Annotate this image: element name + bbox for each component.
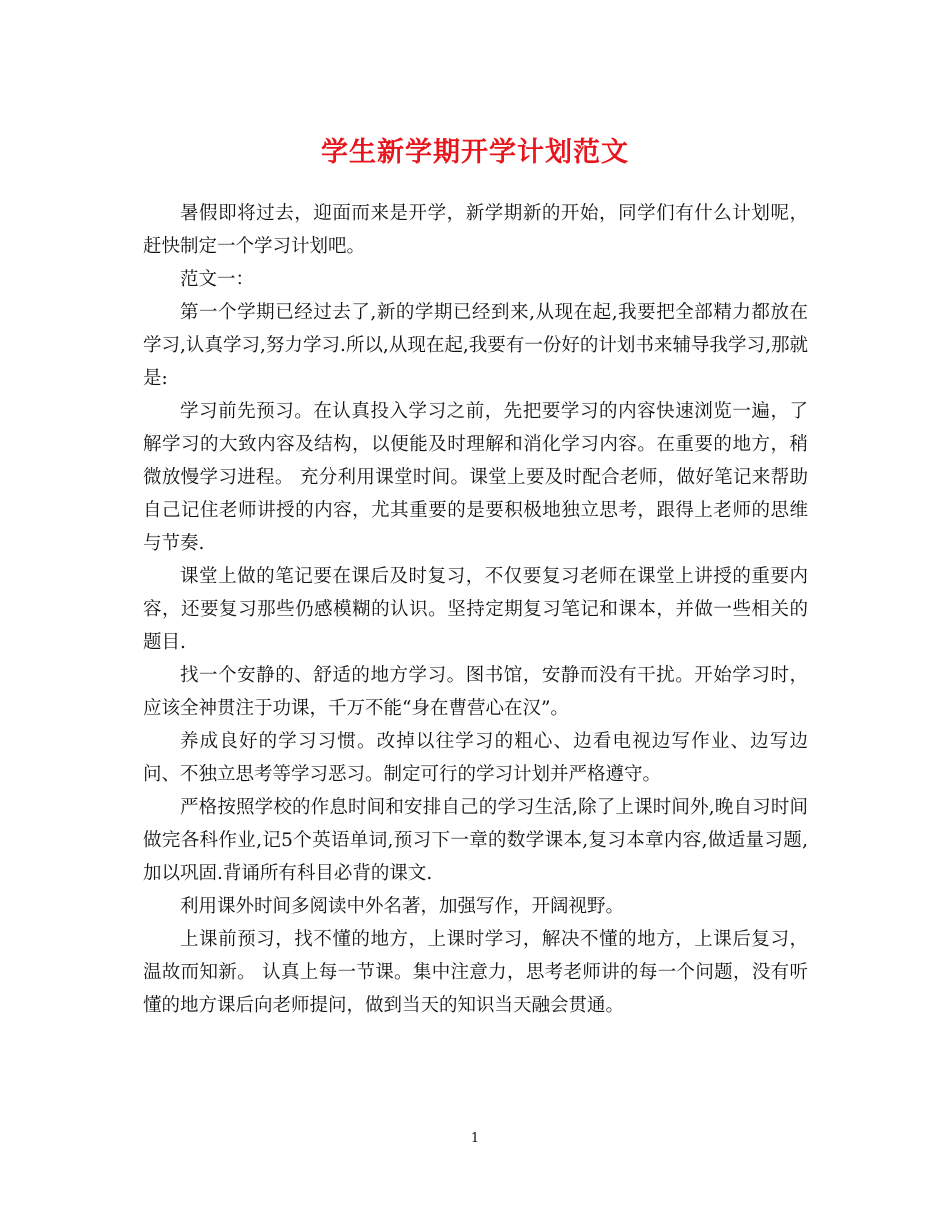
paragraph-7: 利用课外时间多阅读中外名著，加强写作，开阔视野。	[180, 896, 625, 917]
page-number: 1	[470, 1131, 480, 1146]
paragraph-8: 上课前预习，找不懂的地方，上课时学习，解决不懂的地方，上课后复习，温故而知新。 认真上每一节课。集中注意力，思考老师讲的每一个问题，没有听懂的地方课后向老师提问，做到当天的知识当天融会贯通。	[143, 929, 808, 1016]
paragraph-1: 第一个学期已经过去了,新的学期已经到来,从现在起,我要把全部精力都放在学习,认真学习,努力学习.所以,从现在起,我要有一份好的计划书来辅导我学习,那就是:	[143, 302, 808, 389]
paragraph-intro: 暑假即将过去，迎面而来是开学，新学期新的开始，同学们有什么计划呢，赶快制定一个学习计划吧。	[143, 203, 808, 257]
paragraph-2: 学习前先预习。在认真投入学习之前，先把要学习的内容快速浏览一遍，了解学习的大致内容及结构，以便能及时理解和消化学习内容。在重要的地方，稍微放慢学习进程。 充分利用课堂时间。课堂上要及时配合老师，做好笔记来帮助自己记住老师讲授的内容，尤其重要的是要积极地独立思考，跟得上老师的思维与节奏.	[143, 401, 808, 554]
paragraph-6: 严格按照学校的作息时间和安排自己的学习生活,除了上课时间外,晚自习时间做完各科作业,记5个英语单词,预习下一章的数学课本,复习本章内容,做适量习题,加以巩固.背诵所有科目必背的课文.	[143, 797, 808, 884]
paragraph-4: 找一个安静的、舒适的地方学习。图书馆，安静而没有干扰。开始学习时，应该全神贯注于功课，千万不能“身在曹营心在汉”。	[143, 665, 808, 719]
paragraph-3: 课堂上做的笔记要在课后及时复习，不仅要复习老师在课堂上讲授的重要内容，还要复习那些仍感模糊的认识。坚持定期复习笔记和课本，并做一些相关的题目.	[143, 566, 808, 653]
document-body	[143, 197, 808, 1022]
paragraph-sample-label: 范文一：	[180, 269, 255, 290]
document-title: 学生新学期开学计划范文	[321, 137, 629, 168]
paragraph-5: 养成良好的学习习惯。改掉以往学习的粗心、边看电视边写作业、边写边问、不独立思考等学习恶习。制定可行的学习计划并严格遵守。	[143, 731, 808, 785]
